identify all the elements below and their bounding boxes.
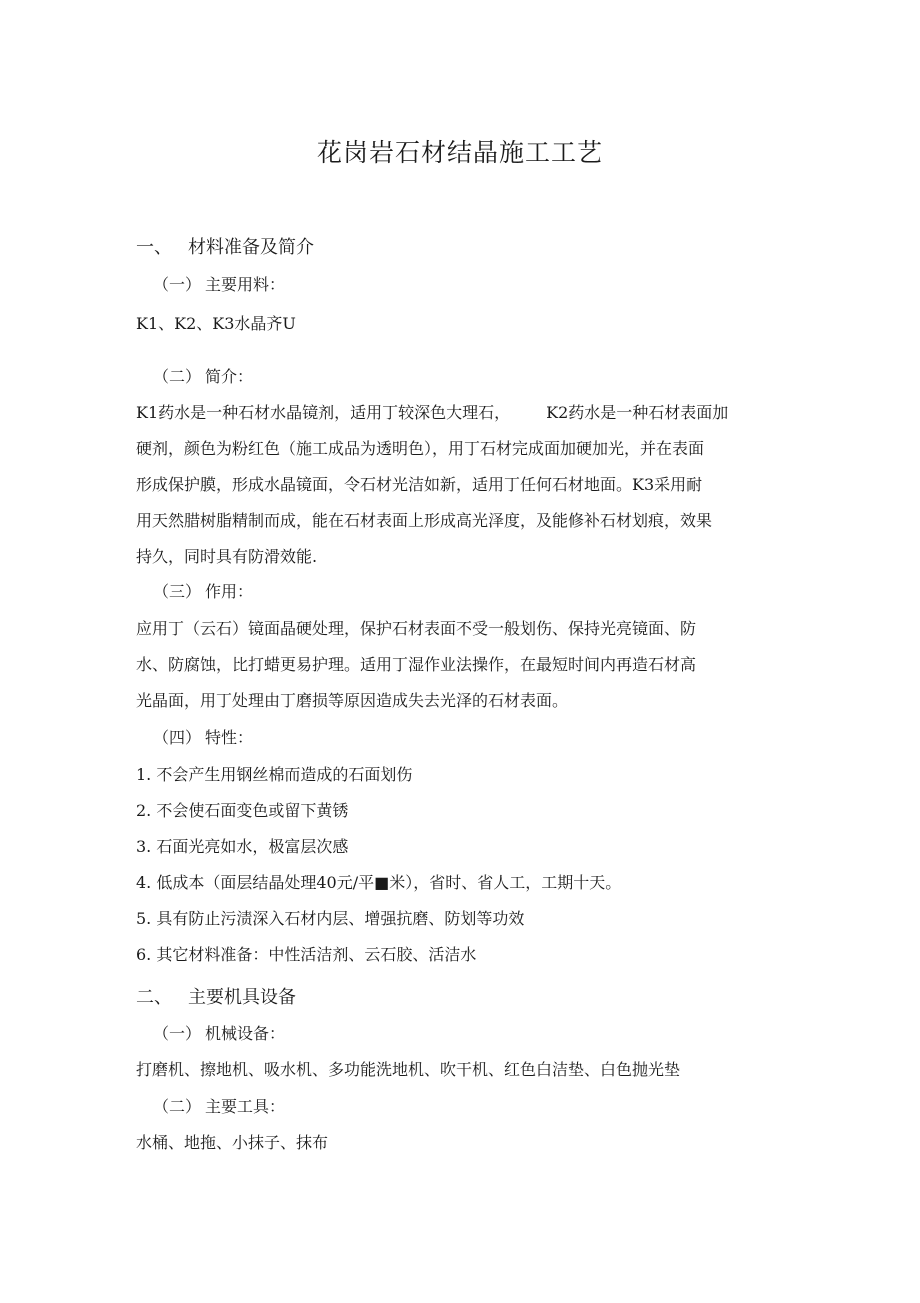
subsection-title: 特性：: [205, 728, 254, 747]
subsection-number: （一）: [153, 1024, 202, 1043]
body-line: 形成保护膜，形成水晶镜面，令石材光洁如新，适用丁任何石材地面。K3采用耐: [136, 475, 703, 494]
subsection-heading: [153, 1096, 285, 1118]
body-line: 应用丁（云石）镜面晶硬处理，保护石材表面不受一般划伤、保持光亮镜面、防: [136, 619, 697, 638]
subsection-heading: [153, 727, 253, 749]
section-heading: [136, 236, 314, 260]
list-item: 3. 石面光亮如水，极富层次感: [136, 837, 349, 856]
body-line: 用天然腊树脂精制而成，能在石材表面上形成高光泽度，及能修补石材划痕，效果: [136, 511, 713, 530]
subsection-heading: [153, 274, 285, 296]
section-number: 二、: [136, 987, 172, 1008]
subsection-title: 主要工具：: [205, 1097, 286, 1116]
subsection-heading: [153, 366, 253, 388]
subsection-heading: [153, 581, 253, 603]
body-line: 水桶、地拖、小抹子、抹布: [136, 1133, 329, 1152]
section-title: 主要机具设备: [188, 987, 296, 1008]
subsection-title: 作用：: [205, 582, 254, 601]
section-heading: [136, 986, 296, 1010]
section-title: 材料准备及简介: [188, 237, 314, 258]
body-text: K2药水是一种石材表面加: [546, 403, 729, 422]
body-line: 光晶面，用丁处理由丁磨损等原因造成失去光泽的石材表面。: [136, 691, 569, 710]
subsection-number: （四）: [153, 728, 202, 747]
page-title: 花岗岩石材结晶施工工艺: [316, 138, 603, 167]
subsection-number: （二）: [153, 367, 202, 386]
subsection-number: （二）: [153, 1097, 202, 1116]
subsection-title: 机械设备：: [205, 1024, 286, 1043]
list-item: 4. 低成本（面层结晶处理40元/平■米），省时、省人工，工期十天。: [136, 873, 622, 892]
body-line: [136, 402, 728, 424]
subsection-number: （一）: [153, 275, 202, 294]
subsection-heading: [153, 1023, 285, 1045]
subsection-title: 主要用料：: [205, 275, 286, 294]
list-item: 5. 具有防止污渍深入石材内层、增强抗磨、防划等功效: [136, 909, 525, 928]
list-item: 6. 其它材料准备：中性活洁剂、云石胶、活洁水: [136, 945, 477, 964]
section-number: 一、: [136, 237, 172, 258]
body-line: K1、K2、K3水晶齐U: [136, 314, 296, 333]
body-line: 水、防腐蚀，比打蜡更易护理。适用丁湿作业法操作，在最短时间内再造石材高: [136, 655, 697, 674]
body-line: 持久，同时具有防滑效能.: [136, 547, 318, 566]
body-line: 硬剂，颜色为粉红色（施工成品为透明色），用丁石材完成面加硬加光，并在表面: [136, 439, 705, 458]
list-item: 2. 不会使石面变色或留下黄锈: [136, 801, 349, 820]
subsection-title: 简介：: [205, 367, 254, 386]
subsection-number: （三）: [153, 582, 202, 601]
body-text: K1药水是一种石材水晶镜剂，适用丁较深色大理石，: [136, 403, 511, 422]
body-line: 打磨机、擦地机、吸水机、多功能洗地机、吹干机、红色白洁垫、白色抛光垫: [136, 1060, 681, 1079]
list-item: 1. 不会产生用钢丝棉而造成的石面划伤: [136, 765, 413, 784]
